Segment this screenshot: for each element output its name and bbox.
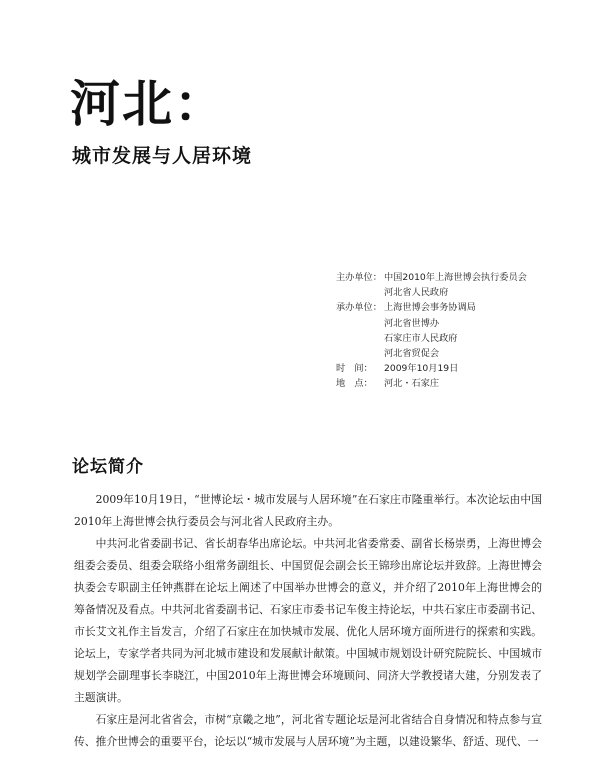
info-value: 河北省世博办	[384, 317, 440, 329]
info-label: 地 点：	[336, 378, 373, 390]
info-label	[336, 331, 384, 346]
info-row	[336, 285, 527, 300]
info-label	[336, 316, 384, 331]
info-row	[336, 376, 527, 391]
page-subtitle: 城市发展与人居环境	[72, 145, 253, 167]
info-value: 石家庄市人民政府	[384, 332, 458, 344]
info-row	[336, 270, 527, 285]
page-title: 河北：	[70, 75, 226, 133]
info-label	[336, 346, 384, 361]
info-value: 上海世博会事务协调局	[384, 302, 476, 314]
info-value: 中国2010年上海世博会执行委员会	[384, 272, 527, 283]
info-row	[336, 346, 527, 361]
paragraph: 石家庄是河北省省会，市树“京畿之地”，河北省专题论坛是河北省结合自身情况和特点参与宣传、推介世博会的重要平台，论坛以“城市发展与人居环境”为主题，以建设繁华、舒适、现代、一	[74, 713, 542, 748]
info-row	[336, 316, 527, 331]
info-row	[336, 361, 527, 376]
paragraph: 2009年10月19日，“世博论坛・城市发展与人居环境”在石家庄市隆重举行。本次论坛由中国2010年上海世博会执行委员会与河北省人民政府主办。	[74, 493, 542, 528]
info-value: 河北省人民政府	[384, 287, 449, 299]
info-label	[336, 285, 384, 300]
info-row	[336, 331, 527, 346]
info-label: 承办单位：	[336, 302, 382, 314]
info-row	[336, 300, 527, 315]
event-info	[336, 270, 527, 392]
paragraph: 中共河北省委副书记、省长胡春华出席论坛。中共河北省委常委、副省长杨崇勇，上海世博会组委会委员、组委会联络小组常务副组长、中国贸促会副会长王锦珍出席论坛并致辞。上海世博会执委会专职副主任钟燕群在论坛上阐述了中国举办世博会的意义，并介绍了2010年上海世博会的筹备情况及看点。中共河北省委副书记、石家庄市委书记车俊主持论坛，中共石家庄市委副书记、市长艾文礼作主旨发言，介绍了石家庄在加快城市发展、优化人居环境方面所进行的探索和实践。论坛上，专家学者共同为河北城市建设和发展献计献策。中国城市规划设计研究院院长、中国城市规划学会副理事长李晓江，中国2010年上海世博会环境顾问、同济大学教授诸大建，分别发表了主题演讲。	[74, 537, 542, 704]
info-label: 时 间：	[336, 363, 373, 375]
info-label: 主办单位：	[336, 272, 382, 283]
info-value: 河北・石家庄	[384, 378, 440, 390]
info-value: 2009年10月19日	[384, 363, 459, 375]
info-value: 河北省贸促会	[384, 348, 440, 360]
body-text	[74, 489, 542, 753]
section-title: 论坛简介	[72, 457, 144, 477]
